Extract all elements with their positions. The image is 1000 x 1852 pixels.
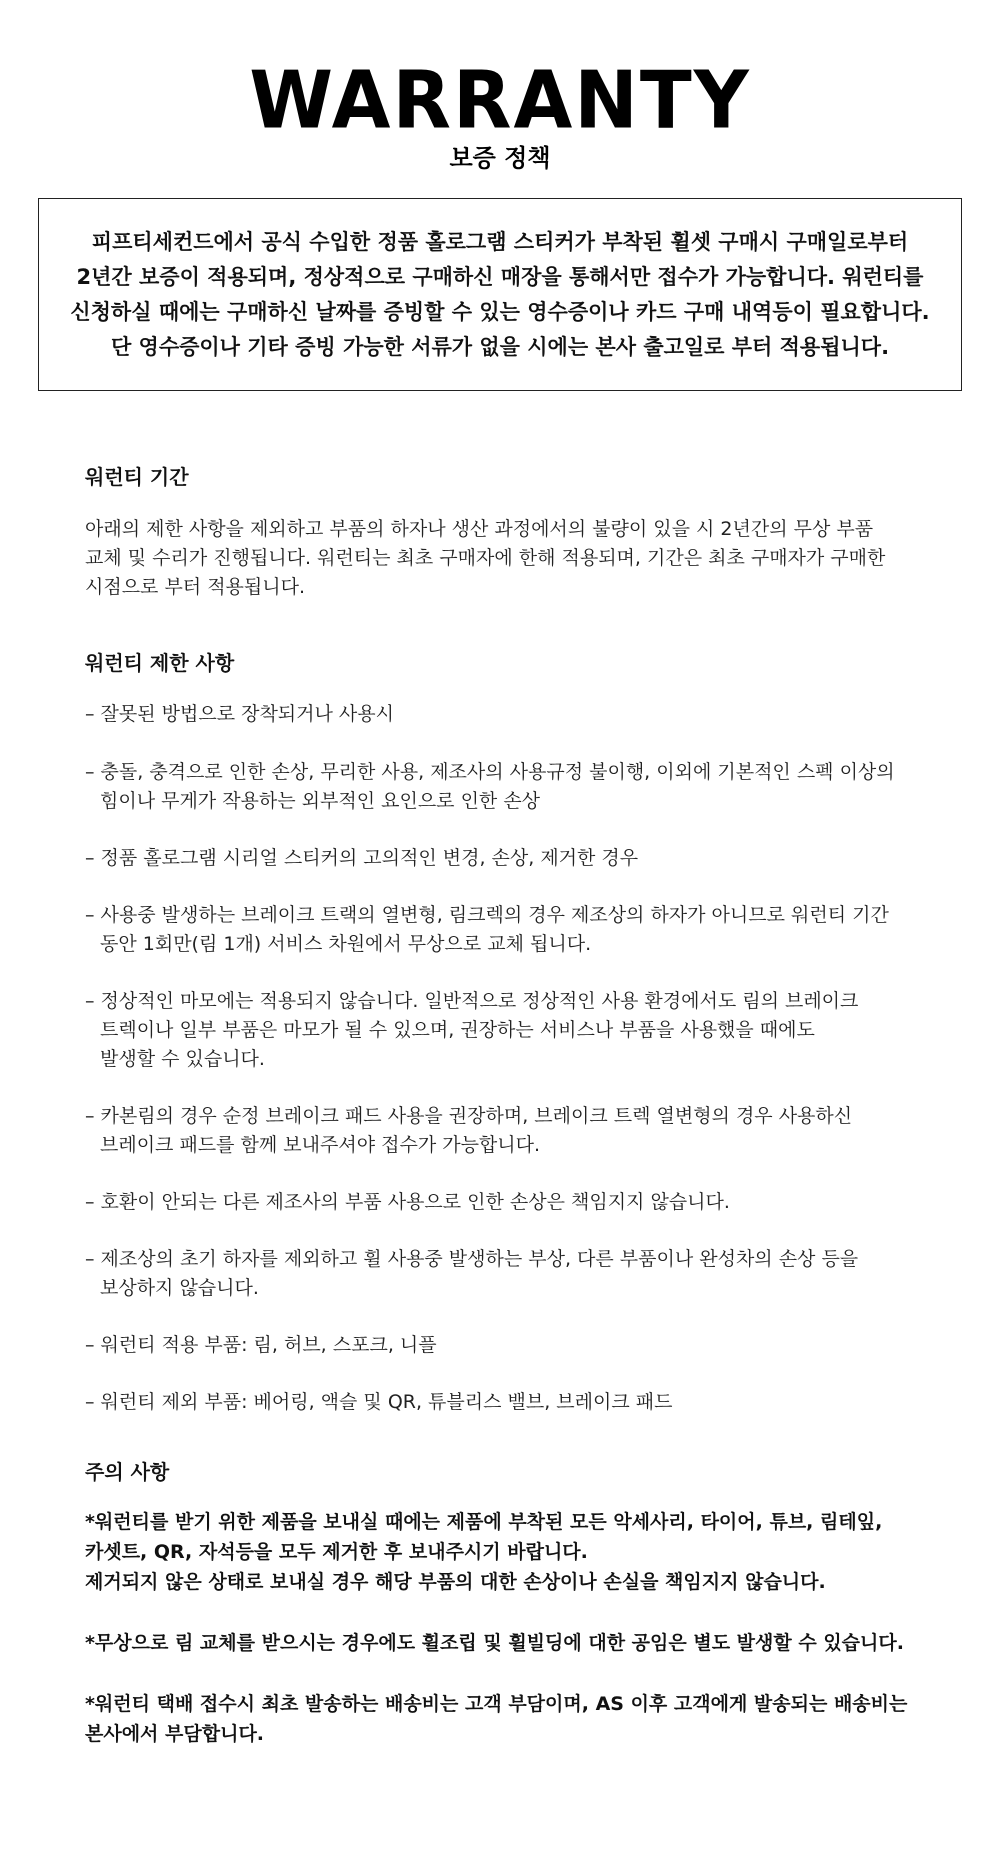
limit-item bbox=[85, 844, 638, 873]
limit-line: – 충돌, 충격으로 인한 손상, 무리한 사용, 제조사의 사용규정 불이행, 이외에 기본적인 스펙 이상의 bbox=[85, 761, 895, 783]
limit-line: – 잘못된 방법으로 장착되거나 사용시 bbox=[85, 703, 394, 725]
note-item bbox=[85, 1689, 907, 1749]
limits-heading: 워런티 제한 사항 bbox=[85, 651, 235, 675]
limit-line: 동안 1회만(림 1개) 서비스 차원에서 무상으로 교체 됩니다. bbox=[100, 933, 592, 955]
note-line: *워런티 택배 접수시 최초 발송하는 배송비는 고객 부담이며, AS 이후 고객에게 발송되는 배송비는 bbox=[85, 1693, 908, 1715]
limit-line: – 정상적인 마모에는 적용되지 않습니다. 일반적으로 정상적인 사용 환경에서도 림의 브레이크 bbox=[85, 990, 859, 1012]
limit-item bbox=[85, 1331, 437, 1360]
limit-item bbox=[85, 901, 889, 959]
limit-line: – 워런티 적용 부품: 림, 허브, 스포크, 니플 bbox=[85, 1334, 437, 1356]
limit-line: – 호환이 안되는 다른 제조사의 부품 사용으로 인한 손상은 책임지지 않습니다. bbox=[85, 1191, 730, 1213]
note-line: 카셋트, QR, 자석등을 모두 제거한 후 보내주시기 바랍니다. bbox=[85, 1541, 588, 1563]
page-subtitle: 보증 정책 bbox=[449, 144, 551, 172]
limit-line: – 제조상의 초기 하자를 제외하고 휠 사용중 발생하는 부상, 다른 부품이나 완성차의 손상 등을 bbox=[85, 1248, 859, 1270]
intro-line: 2년간 보증이 적용되며, 정상적으로 구매하신 매장을 통해서만 접수가 가능합니다. 워런티를 bbox=[76, 264, 924, 289]
period-line: 아래의 제한 사항을 제외하고 부품의 하자나 생산 과정에서의 불량이 있을 시 2년간의 무상 부품 bbox=[85, 518, 874, 540]
limit-item bbox=[85, 1188, 730, 1217]
limit-line: 브레이크 패드를 함께 보내주셔야 접수가 가능합니다. bbox=[100, 1134, 541, 1156]
note-line: 본사에서 부담합니다. bbox=[85, 1723, 265, 1745]
intro-box bbox=[38, 198, 962, 391]
intro-line: 신청하실 때에는 구매하신 날짜를 증빙할 수 있는 영수증이나 카드 구매 내역등이 필요합니다. bbox=[70, 299, 930, 324]
limit-line: 보상하지 않습니다. bbox=[100, 1277, 259, 1299]
period-heading: 워런티 기간 bbox=[85, 465, 189, 489]
limit-line: – 카본림의 경우 순정 브레이크 패드 사용을 권장하며, 브레이크 트렉 열변형의 경우 사용하신 bbox=[85, 1105, 853, 1127]
page-title: WARRANTY bbox=[249, 52, 751, 147]
period-line: 시점으로 부터 적용됩니다. bbox=[85, 576, 306, 598]
notes-heading: 주의 사항 bbox=[85, 1460, 170, 1484]
limit-line: – 워런티 제외 부품: 베어링, 액슬 및 QR, 튜블리스 밸브, 브레이크 패드 bbox=[85, 1391, 673, 1413]
limit-item bbox=[85, 1245, 858, 1303]
limit-item bbox=[85, 1388, 672, 1417]
intro-line: 피프티세컨드에서 공식 수입한 정품 홀로그램 스티커가 부착된 휠셋 구매시 구매일로부터 bbox=[91, 229, 909, 254]
period-line: 교체 및 수리가 진행됩니다. 워런티는 최초 구매자에 한해 적용되며, 기간은 최초 구매자가 구매한 bbox=[85, 547, 886, 569]
limit-item bbox=[85, 700, 394, 729]
limit-line: 발생할 수 있습니다. bbox=[100, 1048, 265, 1070]
note-line: *워런티를 받기 위한 제품을 보내실 때에는 제품에 부착된 모든 악세사리, 타이어, 튜브, 림테잎, bbox=[85, 1511, 883, 1533]
limit-line: – 정품 홀로그램 시리얼 스티커의 고의적인 변경, 손상, 제거한 경우 bbox=[85, 847, 639, 869]
limit-item bbox=[85, 1102, 852, 1160]
limit-item bbox=[85, 758, 895, 816]
limit-line: 트렉이나 일부 부품은 마모가 될 수 있으며, 권장하는 서비스나 부품을 사용했을 때에도 bbox=[100, 1019, 815, 1041]
note-line: *무상으로 림 교체를 받으시는 경우에도 휠조립 및 휠빌딩에 대한 공임은 별도 발생할 수 있습니다. bbox=[85, 1632, 904, 1654]
limit-line: 힘이나 무게가 작용하는 외부적인 요인으로 인한 손상 bbox=[100, 790, 541, 812]
intro-line: 단 영수증이나 기타 증빙 가능한 서류가 없을 시에는 본사 출고일로 부터 적용됩니다. bbox=[110, 334, 890, 359]
note-line: 제거되지 않은 상태로 보내실 경우 해당 부품의 대한 손상이나 손실을 책임지지 않습니다. bbox=[85, 1571, 826, 1593]
period-text bbox=[85, 515, 885, 602]
note-item bbox=[85, 1628, 904, 1658]
limit-line: – 사용중 발생하는 브레이크 트랙의 열변형, 림크렉의 경우 제조상의 하자가 아니므로 워런티 기간 bbox=[85, 904, 889, 926]
note-item bbox=[85, 1507, 882, 1597]
limit-item bbox=[85, 987, 858, 1074]
